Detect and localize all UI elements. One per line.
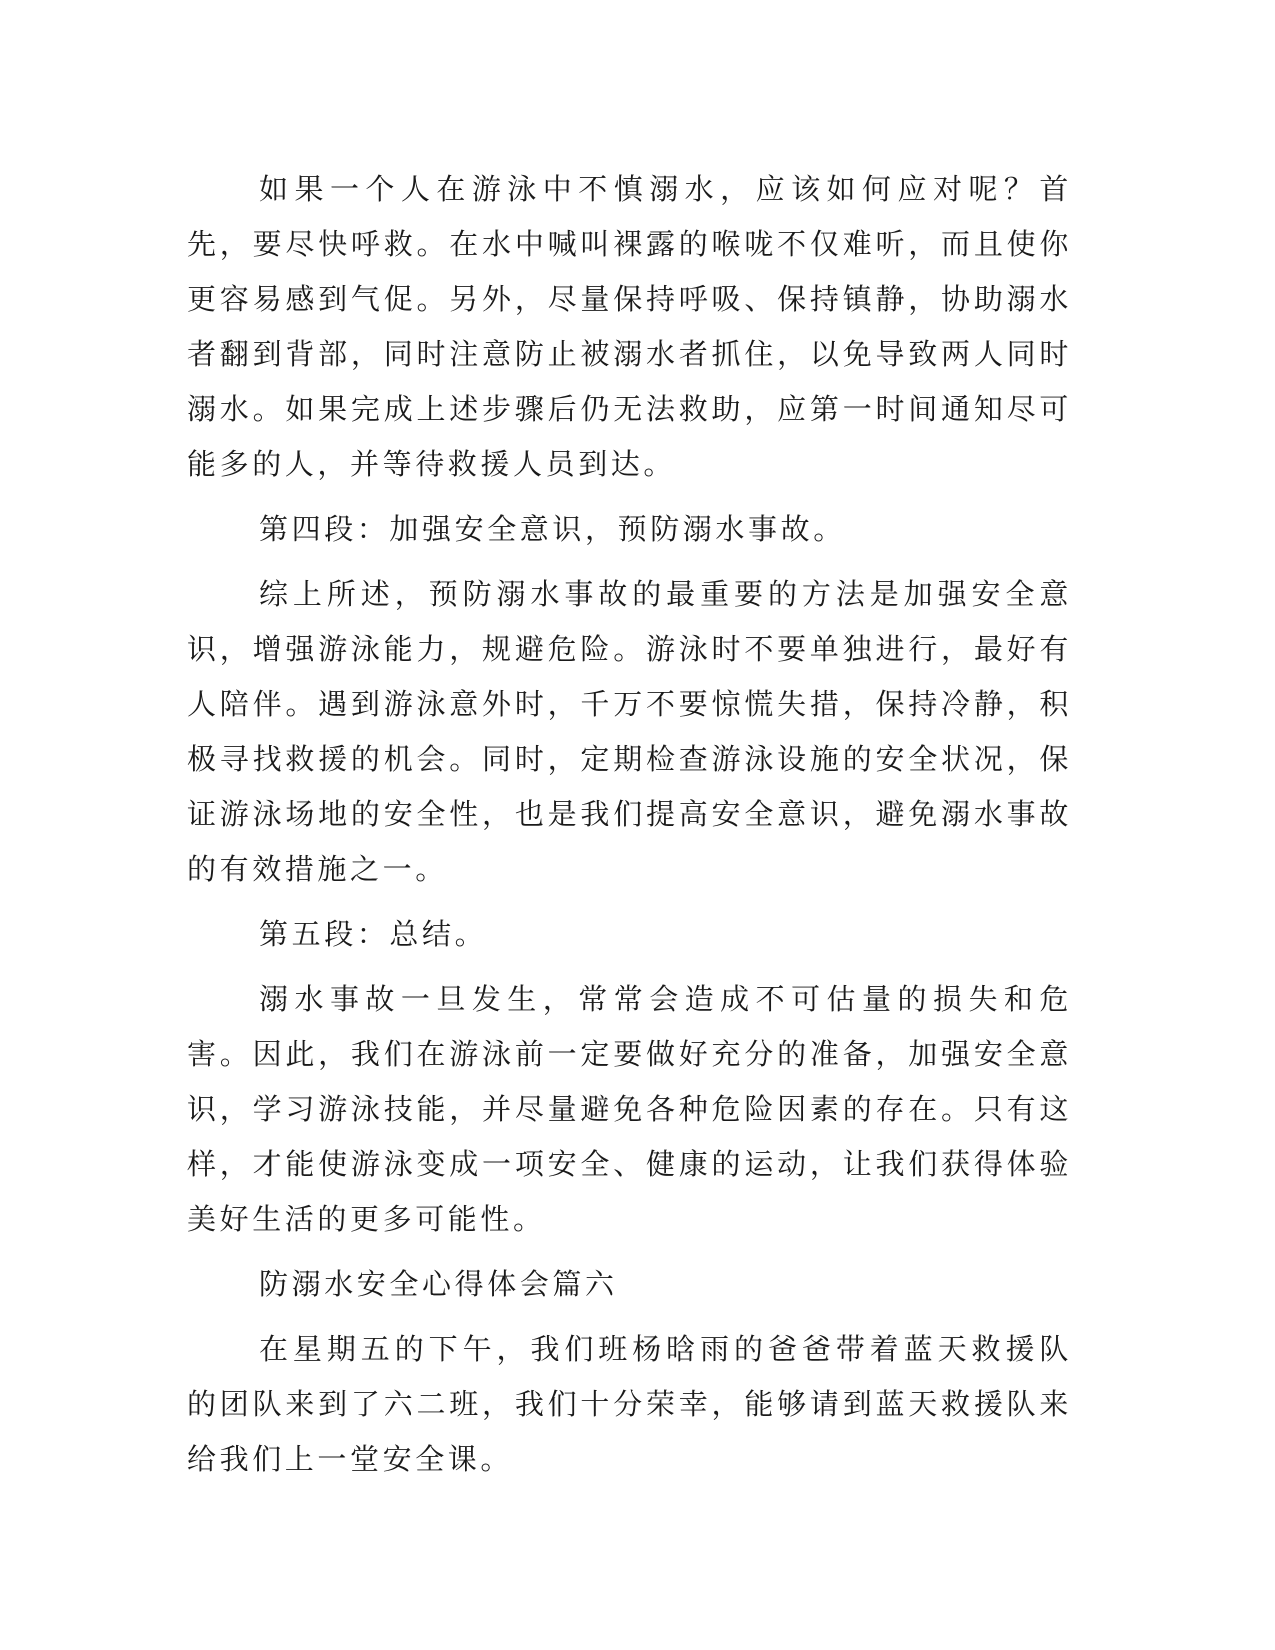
essay-title-6: 防溺水安全心得体会篇六: [259, 1267, 618, 1301]
section-heading-4: 第四段：加强安全意识，预防溺水事故。: [259, 512, 846, 546]
paragraph-essay-6-intro: 在星期五的下午，我们班杨晗雨的爸爸带着蓝天救援队的团队来到了六二班，我们十分荣幸，能够请到蓝天救援队来给我们上一堂安全课。: [187, 1332, 1072, 1476]
paragraph-summary: 溺水事故一旦发生，常常会造成不可估量的损失和危害。因此，我们在游泳前一定要做好充分的准备，加强安全意识，学习游泳技能，并尽量避免各种危险因素的存在。只有这样，才能使游泳变成一项安全、健康的运动，让我们获得体验美好生活的更多可能性。: [187, 982, 1072, 1236]
paragraph-safety-awareness: 综上所述，预防溺水事故的最重要的方法是加强安全意识，增强游泳能力，规避危险。游泳时不要单独进行，最好有人陪伴。遇到游泳意外时，千万不要惊慌失措，保持冷静，积极寻找救援的机会。同时，定期检查游泳设施的安全状况，保证游泳场地的安全性，也是我们提高安全意识，避免溺水事故的有效措施之一。: [187, 577, 1072, 886]
document-body: [187, 162, 1072, 1487]
section-heading-5: 第五段：总结。: [259, 917, 488, 951]
paragraph-rescue-steps: 如果一个人在游泳中不慎溺水，应该如何应对呢？首先，要尽快呼救。在水中喊叫裸露的喉咙不仅难听，而且使你更容易感到气促。另外，尽量保持呼吸、保持镇静，协助溺水者翻到背部，同时注意防止被溺水者抓住，以免导致两人同时溺水。如果完成上述步骤后仍无法救助，应第一时间通知尽可能多的人，并等待救援人员到达。: [187, 172, 1072, 481]
